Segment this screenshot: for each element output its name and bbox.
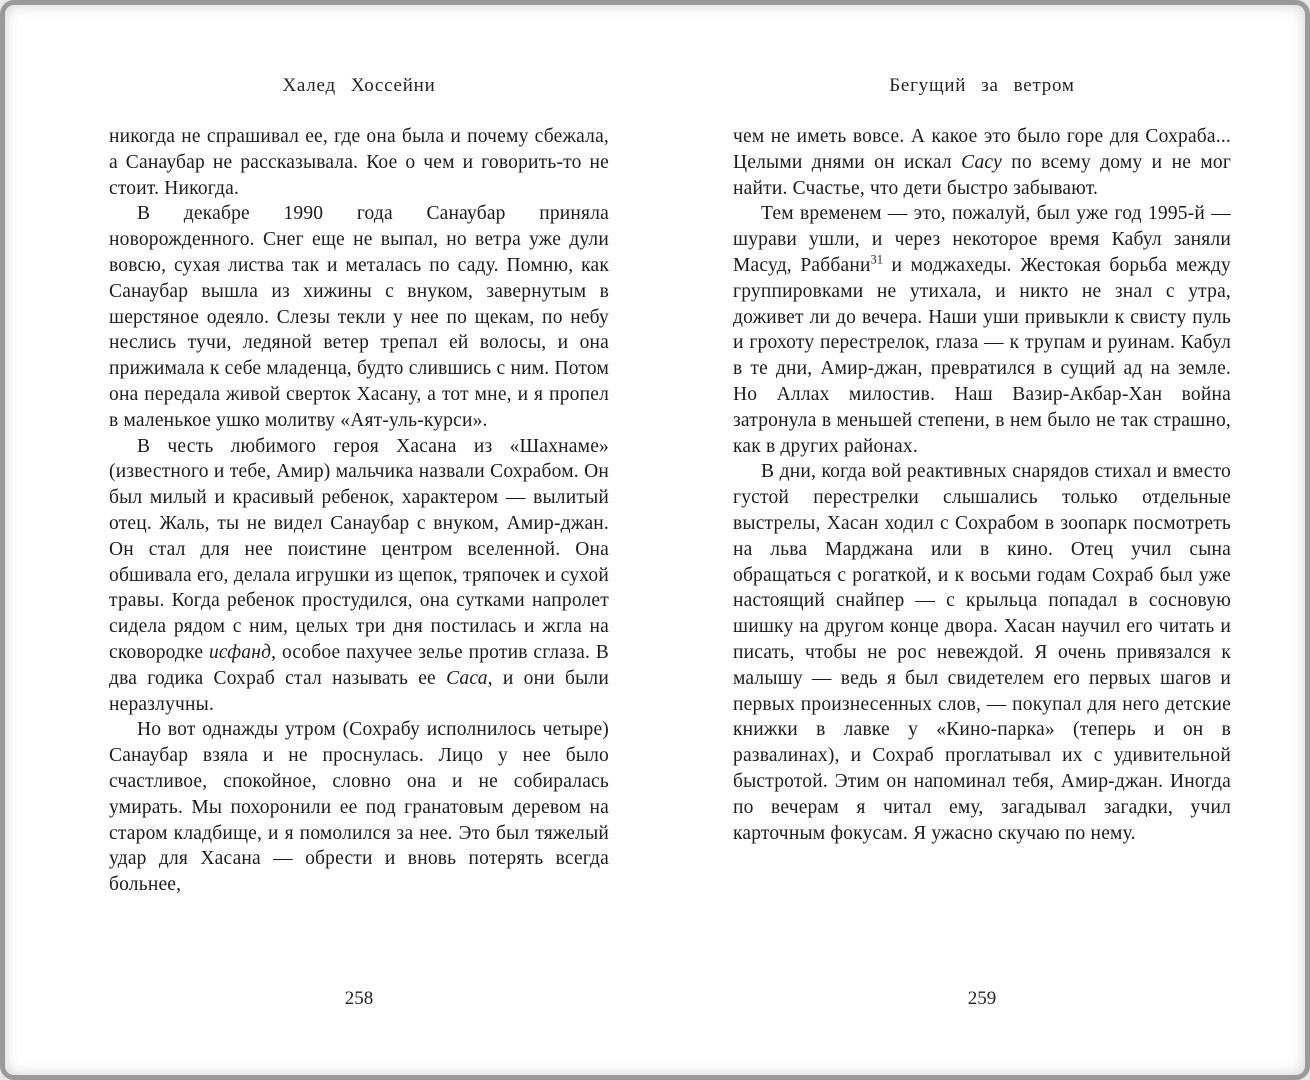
paragraph — [733, 459, 1231, 846]
text-run: и моджахеды. Жестокая борьба между группировками не утихала, и никто не знал с утра, доживет ли до вечера. Наши уши привыкли к свисту пуль и грохоту перестрелок, глаза — к трупам и руинам. Кабул в те дни, Амир-джан, превратился в сущий ад на земле. Но Аллах милостив. Наш Вазир-Акбар-Хан война затронула в меньшей степени, в нем было не так страшно, как в других районах. — [733, 254, 1231, 457]
text-run: , и они были неразлучны. — [109, 667, 609, 715]
text-block-right — [733, 124, 1231, 846]
footnote-reference: 31 — [870, 252, 884, 267]
text-run: чем не иметь вовсе. А какое это было горе для Сохраба... Целыми днями он искал — [733, 126, 1231, 173]
page-number-right: 259 — [967, 988, 997, 1009]
paragraph — [733, 201, 1231, 459]
running-head-title: Бегущий за ветром — [889, 75, 1075, 96]
paragraph — [733, 124, 1231, 201]
italic-text-run: исфанд — [208, 641, 272, 663]
page-right — [733, 75, 1232, 1009]
text-run: Но вот однажды утром (Сохрабу исполнилось четыре) Санаубар взяла и не проснулась. Лицо у нее было счастливое, спокойное, словно она и не собиралась умирать. Мы похоронили ее под гранатовым деревом на старом кладбище, и я помолился за нее. Это был тяжелый удар для Хасана — обрести и вновь потерять всегда больнее, — [109, 719, 609, 896]
paragraph — [109, 717, 609, 898]
italic-text-run: Саса — [446, 667, 488, 689]
text-run: , особое пахучее зелье против сглаза. В два годика Сохраб стал называть ее — [109, 641, 609, 689]
text-run: В честь любимого героя Хасана из «Шахнаме» (известного и тебе, Амир) мальчика назвали Сохрабом. Он был милый и красивый ребенок, характером — вылитый отец. Жаль, ты не видел Санаубар с внуком, Амир-джан. Он стал для нее поистине центром вселенной. Она обшивала его, делала игрушки из щепок, тряпочек и сухой травы. Когда ребенок простудился, она сутками напролет сидела рядом с ним, целых три дня постилась и жгла на сковородке — [109, 435, 609, 663]
text-block-left — [109, 124, 609, 898]
page-number-left: 258 — [344, 988, 374, 1009]
italic-text-run: Сасу — [961, 151, 1003, 173]
paragraph — [109, 201, 609, 433]
text-run: В дни, когда вой реактивных снарядов стихал и вместо густой перестрелки слышались только отдельные выстрелы, Хасан ходил с Сохрабом в зоопарк посмотреть на льва Марджана или в кино. Отец учил сына обращаться с рогаткой, и к восьми годам Сохраб был уже настоящий снайпер — с крыльца попадал в сосновую шишку на другом конце двора. Хасан научил его читать и писать, чтобы не рос невеждой. Я очень привязался к малышу — ведь я был свидетелем его первых шагов и первых произнесенных слов, — покупал для него детские книжки в лавке у «Кино-парка» (теперь и он в развалинах), и Сохраб проглатывал их с удивительной быстротой. Этим он напоминал тебя, Амир-джан. Иногда по вечерам я читал ему, загадывал загадки, учил карточным фокусам. Я ужасно скучаю по нему. — [733, 461, 1231, 844]
text-run: В декабре 1990 года Санаубар приняла новорожденного. Снег еще не выпал, но ветра уже дули вовсю, сухая листва так и металась по саду. Помню, как Санаубар вышла из хижины с внуком, завернутым в шерстяное одеяло. Слезы текли у нее по щекам, по небу неслись тучи, ледяной ветер трепал ей волосы, и она прижимала к себе младенца, будто слившись с ним. Потом она передала живой сверток Хасану, а тот мне, и я пропел в маленькое ушко молитву «Аят-уль-курси». — [109, 203, 609, 431]
running-head-author: Халед Хоссейни — [282, 75, 436, 96]
paragraph — [109, 124, 609, 201]
page-left — [109, 75, 609, 1009]
text-run: никогда не спрашивал ее, где она была и почему сбежала, а Санаубар не рассказывала. Кое о чем и говорить-то не стоит. Никогда. — [109, 126, 609, 199]
paragraph — [109, 434, 609, 718]
text-run: Тем временем — это, пожалуй, был уже год 1995-й — шурави ушли, и через некоторое время Кабул заняли Масуд, Раббани — [733, 203, 1231, 276]
text-run: по всему дому и не мог найти. Счастье, что дети быстро забывают. — [733, 151, 1232, 199]
